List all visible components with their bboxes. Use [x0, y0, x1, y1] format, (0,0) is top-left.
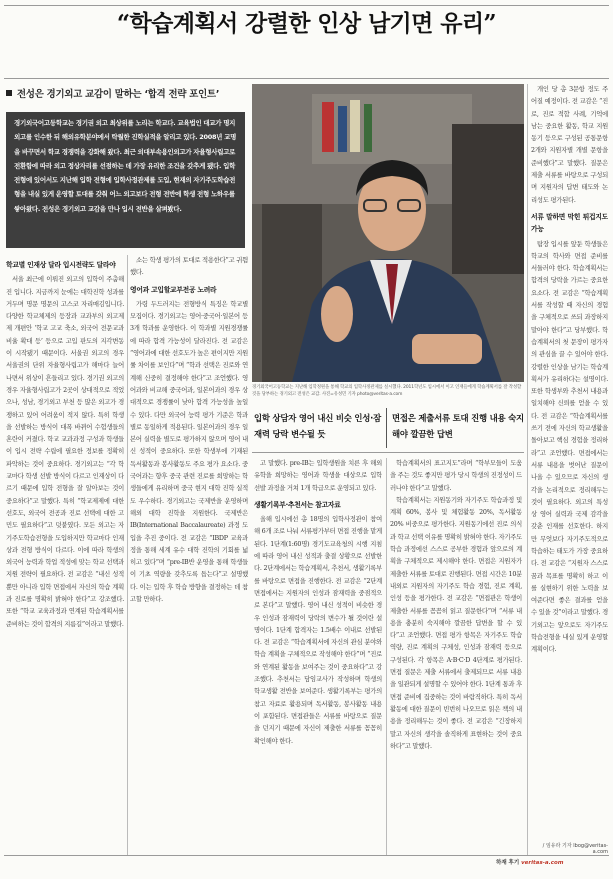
column-3: [254, 458, 382, 855]
column-3-text: 올해 입시에선 총 18명의 입학사정관이 참여해 6개 조로 나눠 서류평가부터 면접 진행을 맡게 된다. 1단계(1:60명) 경기도교육청의 시행 지침에 따라 영어 내신 성적과 출결 상황으로 선발한다. 2단계에서는 학습계획서, 추천서, 생활기록부를 바탕으로 면접을 진행한다. 전 교감은 “2단계 면접에서는 지원자의 인성과 잠재력을 중점적으로 본다”고 말했다. 영어 내신 성적이 비슷한 경우 인성과 잠재력이 당락의 변수가 될 것이란 설명이다. 1단계 합격자는 1.5배수 이내로 선발된다. 전 교감은 “학습계획서에 자신의 관심 분야와 학습 계획을 구체적으로 작성해야 한다”며 “진로와 연계된 활동을 보여주는 것이 중요하다”고 강조했다. 추천서는 담임교사가 작성하며 학생의 학교생활 전반을 보여준다. 생활기록부는 평가의 참고 자료로 활용되며 독서활동, 봉사활동 내용이 포함된다. 면접관들은 서류를 바탕으로 질문을 던지기 때문에 자신이 제출한 서류를 꼼꼼히 확인해야 한다.: [254, 516, 382, 745]
mid-headline-1: 입학 상담자 영어 내신 비슷 인성·잠재력 당락 변수될 듯: [254, 413, 382, 439]
top-rule: [4, 5, 609, 6]
bottom-rule: [4, 855, 609, 856]
divider: [127, 255, 128, 855]
mid-rule: [252, 452, 524, 453]
column-4: [390, 458, 522, 855]
column-3-head: 생활기록부·추천서는 참고자료: [254, 500, 341, 509]
mid-headline-2: 면접은 제출서류 토대 진행 내용 숙지해야 깔끔한 답변: [392, 413, 524, 439]
title-rule: [4, 78, 609, 79]
footer: [496, 858, 563, 866]
column-2-head: 영어과 고입할교부전공 노려라: [130, 285, 217, 294]
column-2: [130, 255, 248, 855]
footer-brand: veritas-a.com: [521, 860, 564, 866]
interview-photo: [252, 84, 524, 382]
article-title: “학습계획서 강렬한 인상 남기면 유리”: [116, 10, 497, 37]
divider: [527, 84, 528, 855]
column-4-text: 학습계획서는 지원동기와 자기주도 학습과정 및 계획 60%, 봉사 및 체험활동 20%, 독서활동 20% 비중으로 평가한다. 지원동기에선 진로 의식과 학교 선택 이유를 명확히 밝혀야 한다. 자기주도학습 과정에선 스스로 공부한 경험과 앞으로의 계획을 구체적으로 제시해야 한다. 면접은 지원자가 제출한 서류를 토대로 진행된다. 면접 시간은 10분 내외로 지원자의 자기주도 학습 경험, 진로 계획, 인성 등을 평가한다. 전 교감은 “면접관은 학생이 제출한 서류를 꼼꼼히 읽고 질문한다”며 “서류 내용을 충분히 숙지해야 깔끔한 답변을 할 수 있다”고 조언했다. 면접 평가 항목은 자기주도 학습 역량, 진로 계획의 구체성, 인성과 잠재력 등으로 구성된다. 각 항목은 A·B·C·D 4단계로 평가된다. 면접 질문은 제출 서류에서 출제되므로 서류 내용을 일관되게 설명할 수 있어야 한다. 1단계 통과 후 면접 준비에 집중하는 것이 바람직하다. 특히 독서활동에 대한 질문이 빈번히 나오므로 읽은 책의 내용을 정리해두는 것이 좋다. 전 교감은 “긴장하지 말고 자신의 생각을 솔직하게 표현하는 것이 중요하다”고 말했다.: [390, 496, 522, 750]
column-5: [531, 84, 608, 836]
subtitle-text: 전성은 경기외고 교감이 말하는 ‘합격 전략 포인트’: [17, 89, 220, 100]
footer-name: 하재 후기: [496, 860, 520, 866]
column-1-head: 학교별 인재상 달라 입시전략도 달라야: [6, 261, 116, 269]
column-1-text: 서울 최근에 이뤄진 외고의 입학이 주춤해진 입니다. 지금까지 눈에는 대학진학 성과를 거두며 명문 명문의 고스코 자리매김입니다. 다양한 학교체제의 등장과 교과부의 외고제제 개편안 ‘학교 고교 축소, 외국어 전문교과 비율 확대 등’ 등으로 고입 판도의 지각변동이 시작됐기 때문이다. 서울권 외고의 경우 서울권의 단위 자율형사립고가 해마다 늘어나면서 위상이 흔들리고 있다. 경기권 외고의 경우 자율형사립고가 2곳이 상대적으로 적었으나, 성남, 경기외고 부천 등 많은 외고가 경쟁하고 있어 어려움이 적지 않다. 특히 학생을 선발하는 방식이 대폭 바뀌어 수험생들의 혼란이 커졌다. 학교 교과과정 구성과 학생들이 입시 전략 수립에 필요한 정보를 정확히 파악하는 것이 중요하다. 경기외고는 “각 학교마다 학생 선발 방식이 다르고 인재상이 다르기 때문에 입학 전형을 잘 알아보는 것이 중요하다”고 말했다. 특히 “학교제제에 대한 선호도, 외국어 전공과 진로 선택에 대한 고민도 필요하다”고 덧붙였다. 모든 외고는 자기주도학습전형을 도입하지만 학교마다 인재상과 전형 방식이 다르다. 이에 따라 학생의 외국어 능력과 학업 적성에 맞는 학교 선택과 지원 전략이 필요하다. 전 교감은 “내신 성적뿐만 아니라 입학 면접에서 자신의 학습 계획과 진로를 명확히 밝혀야 한다”고 강조했다. 또한 “학교 교육과정과 연계된 학습계획서를 준비하는 것이 합격의 지름길”이라고 말했다.: [6, 276, 124, 628]
column-3-intro: 고 말했다. pre-IB는 입학생원을 치른 후 해외유학을 희망하는 영어과 학생을 대상으로 입학 선발 과정을 거쳐 1개 학급으로 운영되고 있다.: [254, 460, 382, 492]
byline: / 임유라 기자 lbog@veritas-a.com: [542, 843, 608, 855]
column-5-text: 탐장 입시를 앞둔 학생들은 학교의 학사와 면접 준비를 서둘러야 한다. 학습계획서는 합격의 당락을 가르는 중요한 요소다. 전 교감은 “학습계획서를 작성할 때 자신의 경험을 구체적으로 쓰되 과장하지 말아야 한다”고 당부했다. 학습계획서의 첫 문장이 평가자의 관심을 끌 수 있어야 한다. 강렬한 인상을 남기는 학습계획서가 유리하다는 설명이다. 또한 학생부와 추천서 내용과 일치해야 신뢰를 얻을 수 있다. 전 교감은 “학습계획서를 쓰기 전에 자신의 학교생활을 돌아보고 핵심 경험을 정리하라”고 조언했다. 면접에서는 서류 내용을 벗어난 질문이 나올 수 있으므로 자신의 생각을 논리적으로 정리해두는 것이 필요하다. 외고의 특성상 영어 실력과 국제 감각을 갖춘 인재를 선호한다. 하지만 무엇보다 자기주도적으로 학습하는 태도가 가장 중요하다. 전 교감은 “지원자 스스로 꿈과 목표를 명확히 하고 이를 실현하기 위한 노력을 보여준다면 좋은 결과를 얻을 수 있을 것”이라고 말했다. 경기외고는 앞으로도 자기주도학습전형을 내실 있게 운영할 계획이다.: [531, 240, 608, 654]
article-subtitle: [6, 86, 219, 100]
column-4-intro: 학습계획서의 표고지도”라며 “학부모들이 도움을 주는 것도 좋지만 평가 당시 학생의 진정성이 드러나야 한다”고 말했다.: [390, 460, 522, 492]
column-5-head: 서류 말하면 막힌 튀겁지도 가능: [531, 212, 608, 234]
photo-caption: 경기외국어고등학교는 지난해 입학정원을 통해 학교의 입학사정관제를 실시했다. 2011학년도 입시에서 이고 인재들에게 학습계획서를 잘 작성할 것을 당부하는 경기외고 전성은 교감. 사진=유성민 기자 photo@veritas-a.com: [252, 385, 522, 397]
mid-divider: [386, 408, 387, 448]
column-2-intro: 소는 학생 평가의 토대로 적용한다”고 귀띔했다.: [130, 257, 248, 277]
column-5-intro: 개인 당 총 3문항 정도 주어질 예정이다. 전 교감은 “진로, 진로 적합 사례, 기억에 남는 중요한 활동, 학교 지원동기 등으로 구성된 공통문항 2개와 지원자별 개별 문항을 준비했다”고 말했다. 질문은 제출 서류를 바탕으로 구성되며 지원자의 답변 태도와 논리성도 평가된다.: [531, 86, 608, 204]
column-1: [6, 255, 124, 855]
divider: [386, 458, 387, 855]
column-2-text: 가령 두드러지는 전형방식 특징은 학교별 모집이다. 경기외고는 영어·중국어·일본어 등 3개 학과를 운영한다. 이 학과별 지원경쟁률에 따라 합격 가능성이 달라진다. 전 교감은 “영어과에 대한 선호도가 높은 편이지만 지원률 차이를 보인다”며 “학과 선택은 진로와 연계해 신중히 결정해야 한다”고 조언했다. 영어과와 비교해 중국어과, 일본어과의 경우 상대적으로 경쟁률이 낮아 합격 가능성을 높일 수 있다. 다만 외국어 능력 평가 기준은 학과별로 동일하게 적용된다. 일본어과의 경우 일본어 실력을 별도로 평가하지 않으며 영어 내신 성적이 중요하다. 또한 학생부에 기재된 독서활동과 봉사활동도 주요 평가 요소다. 중국어과는 향후 중국 관련 진로를 희망하는 학생들에게 유리하며 중국 현지 대학 진학 실적도 우수하다. 경기외고는 국제반을 운영하며 해외 대학 진학을 지원한다. 국제반은 IB(International Baccalaureate) 과정 도입을 추진 중이다. 전 교감은 “IBDP 교육과정을 통해 세계 유수 대학 진학의 기회를 넓히고 있다”며 “pre-IB반 운영을 통해 학생들이 기초 역량을 갖추도록 돕는다”고 설명했다. 이는 입학 후 학습 방향을 결정하는 데 참고할 만하다.: [130, 300, 248, 604]
square-bullet-icon: [6, 90, 12, 96]
photo-illustration: [252, 84, 524, 382]
lead-box: 경기외국어고등학교는 경기권 외고 최상위를 노리는 학교다. 교육법인 대교가 명지외고를 인수한 뒤 해외유학분야에서 탁월한 진학실적을 알리고 있다. 2008년 교명을 바꾸면서 학교 경쟁력을 강화해 왔다. 최근 외대부속용인외고가 자율형사립고로 전환함에 따라 외고 정상자리를 선점하는 데 가장 유리한 조건을 갖추게 됐다. 입학전형에 있어서도 지난해 입학 전형에 입학사정관제를 도입, 현재의 자기주도학습전형을 내실 있게 운영할 토대를 갖춰 어느 외고보다 전형 전반에 학생 전형 노하우를 쌓아왔다. 전성은 경기외고 교감을 만나 입시 전반을 살펴봤다.: [6, 112, 245, 248]
